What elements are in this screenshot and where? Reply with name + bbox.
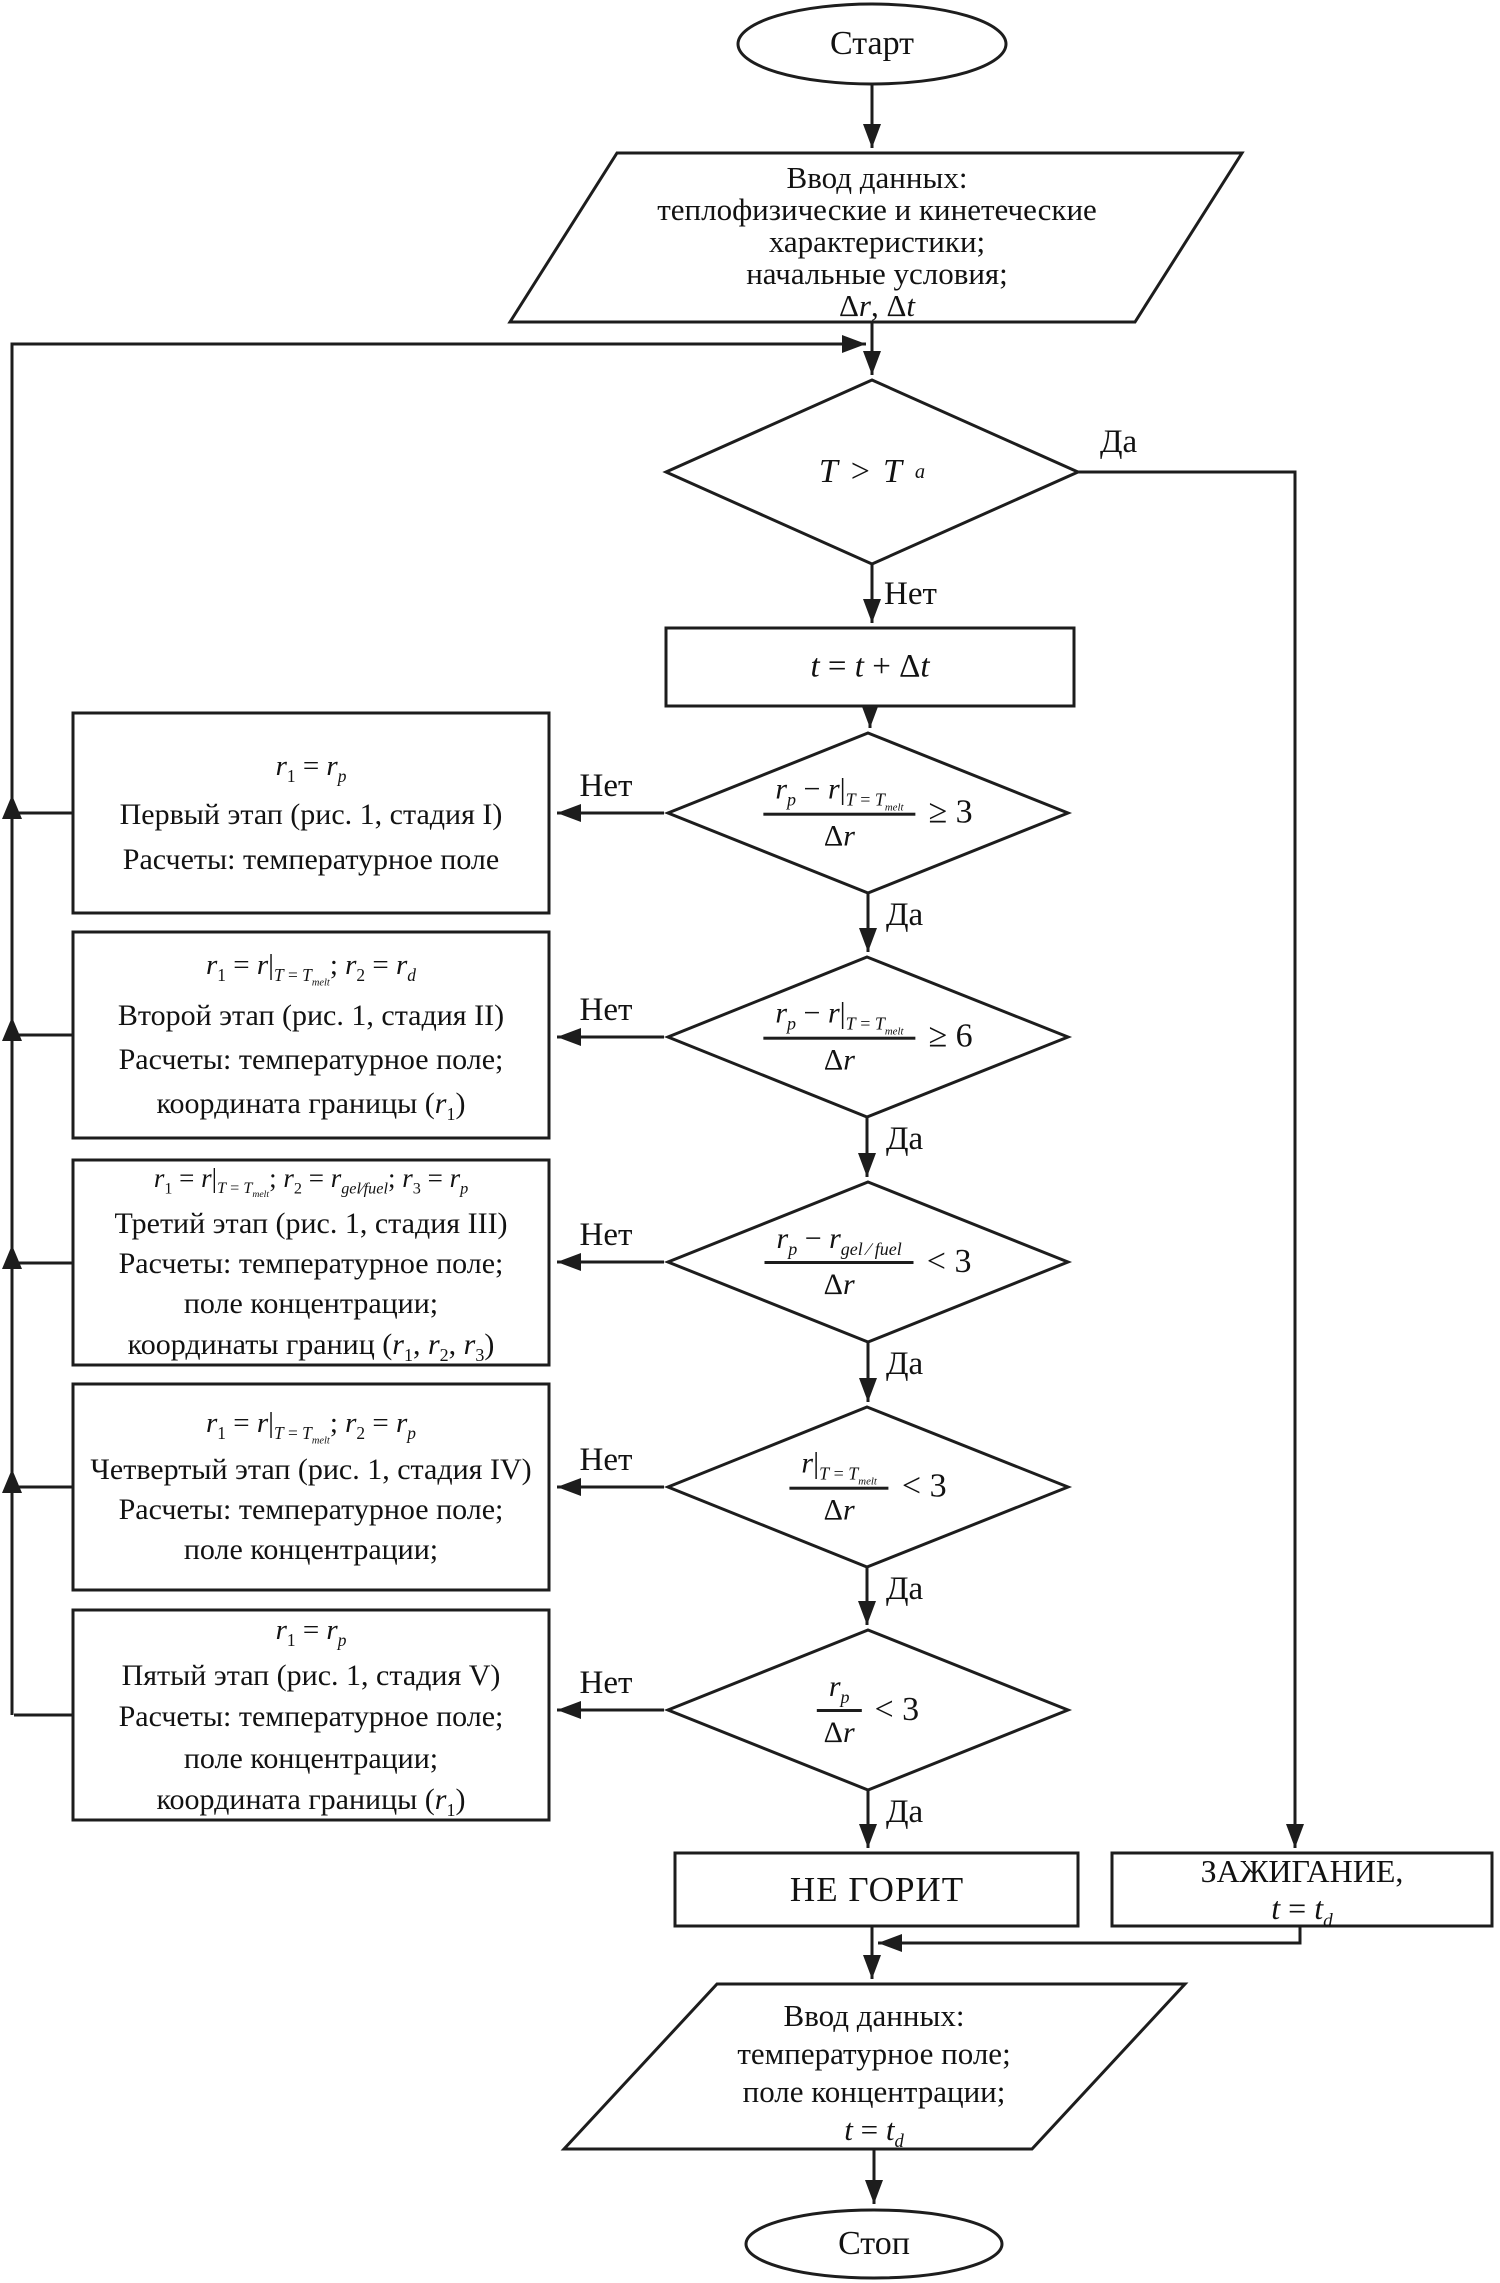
stage-2-formula: $r_1 = r|_{T = T_{melt}}$; $r_2 = r_d$ bbox=[206, 949, 416, 989]
stage-5-formula: $r_1 = r_p$ bbox=[275, 1613, 347, 1650]
stage-4-line: Четвертый этап (рис. 1, стадия IV) bbox=[90, 1452, 532, 1486]
input-top-line: Ввод данных: bbox=[786, 160, 968, 195]
stage-1-line: Расчеты: температурное поле bbox=[122, 842, 500, 876]
fraction bbox=[817, 1670, 862, 1750]
decision-2-no-label: Нет bbox=[579, 768, 633, 804]
output-bottom-text bbox=[574, 1997, 1174, 2153]
stage-3-formula: $r_1 = r|_{T = T_{melt}}$; $r_2 = r_{gel∕fuel}$; $r_3 = r_p$ bbox=[153, 1162, 469, 1201]
fraction-numerator: $r_p - r|_{T = T_{melt}}$ bbox=[763, 773, 915, 816]
stage-4-line: Расчеты: температурное поле; bbox=[118, 1492, 504, 1526]
stage-5-line: координата границы $(r_1)$ bbox=[156, 1783, 466, 1820]
decision-4-label bbox=[765, 1222, 972, 1302]
input-top-text bbox=[577, 162, 1177, 322]
decision-3-yes-label: Да bbox=[886, 1121, 924, 1157]
output-bottom-line: температурное поле; bbox=[737, 2036, 1011, 2071]
condition: < 3 bbox=[926, 1243, 972, 1280]
input-top-line: теплофизические и кинетеческие bbox=[657, 192, 1097, 227]
decision-1-label: T > T a bbox=[818, 453, 926, 490]
decision-2-label bbox=[763, 773, 972, 854]
up-arrowhead-2 bbox=[2, 1017, 22, 1041]
stage-2-text bbox=[83, 932, 539, 1138]
stage-3-line: координаты границ ($r_1$, $r_2$, $r_3$) bbox=[127, 1327, 495, 1365]
fraction-numerator: $r_p - r_{gel ∕ fuel}$ bbox=[765, 1222, 914, 1264]
output-bottom-line: $t = t_d$ bbox=[844, 2112, 904, 2153]
fraction bbox=[763, 997, 915, 1078]
input-top-line: начальные условия; bbox=[746, 256, 1008, 291]
decision-4-yes-label: Да bbox=[886, 1346, 924, 1382]
decision-6-no-label: Нет bbox=[579, 1665, 633, 1701]
decision-6-label bbox=[817, 1670, 919, 1750]
condition: ≥ 3 bbox=[928, 794, 973, 831]
stage-5-text bbox=[83, 1610, 539, 1820]
input-top-line: характеристики; bbox=[768, 224, 986, 259]
input-top-line: Δr, Δt bbox=[838, 288, 916, 323]
decision-6-yes-label: Да bbox=[886, 1794, 924, 1830]
stage-1-formula: $r_1 = r_p$ bbox=[275, 750, 347, 786]
decision-3-no-label: Нет bbox=[579, 992, 633, 1028]
edge-ignition-merge bbox=[878, 1926, 1300, 1943]
fraction-denominator: Δr bbox=[823, 1268, 855, 1301]
up-arrowhead-3 bbox=[2, 1245, 22, 1269]
decision-5-no-label: Нет bbox=[579, 1442, 633, 1478]
decision-5-label bbox=[789, 1447, 946, 1528]
decision-4-no-label: Нет bbox=[579, 1217, 633, 1253]
decision-1-no-label: Нет bbox=[884, 576, 937, 612]
fraction bbox=[765, 1222, 914, 1302]
fraction-denominator: Δr bbox=[823, 1043, 855, 1077]
stage-5-line: Расчеты: температурное поле; bbox=[118, 1700, 504, 1734]
stage-5-line: Пятый этап (рис. 1, стадия V) bbox=[121, 1658, 501, 1692]
stage-2-line: Расчеты: температурное поле; bbox=[118, 1042, 504, 1076]
fraction-numerator: $r|_{T = T_{melt}}$ bbox=[789, 1447, 888, 1490]
stage-4-formula: $r_1 = r|_{T = T_{melt}}$; $r_2 = r_p$ bbox=[206, 1407, 416, 1447]
decision-5-yes-label: Да bbox=[886, 1571, 924, 1607]
start-label: Старт bbox=[829, 25, 915, 62]
decision-2-yes-label: Да bbox=[886, 897, 924, 933]
stage-3-line: поле концентрации; bbox=[183, 1287, 439, 1321]
condition: < 3 bbox=[901, 1468, 947, 1505]
stop-label: Стоп bbox=[838, 2225, 910, 2262]
ignition-label: ЗАЖИГАНИЕ, $t = t_d$ bbox=[1200, 1853, 1404, 1932]
output-bottom-line: поле концентрации; bbox=[742, 2074, 1006, 2109]
stage-5-line: поле концентрации; bbox=[183, 1741, 439, 1775]
stage-1-line: Первый этап (рис. 1, стадия I) bbox=[119, 798, 503, 832]
fraction-denominator: Δr bbox=[823, 819, 855, 853]
stage-3-line: Расчеты: температурное поле; bbox=[118, 1246, 504, 1280]
fraction-denominator: Δr bbox=[823, 1716, 855, 1749]
fraction bbox=[789, 1447, 888, 1528]
stage-4-line: поле концентрации; bbox=[183, 1533, 439, 1567]
decision-1-yes-label: Да bbox=[1100, 424, 1138, 460]
timestep-label: t = t + Δt bbox=[810, 648, 930, 685]
stage-3-text bbox=[83, 1160, 539, 1365]
up-arrowhead-4 bbox=[2, 1469, 22, 1493]
fraction bbox=[763, 773, 915, 854]
stage-2-line: Второй этап (рис. 1, стадия II) bbox=[117, 998, 505, 1032]
fraction-numerator: $r_p$ bbox=[817, 1670, 862, 1712]
output-bottom-line: Ввод данных: bbox=[783, 1998, 965, 2033]
condition: < 3 bbox=[874, 1691, 920, 1728]
no-burn-label: НЕ ГОРИТ bbox=[789, 1870, 965, 1909]
decision-3-label bbox=[763, 997, 972, 1078]
fraction-numerator: $r_p - r|_{T = T_{melt}}$ bbox=[763, 997, 915, 1040]
edge-decision1-yes bbox=[1078, 472, 1295, 1848]
stage-3-line: Третий этап (рис. 1, стадия III) bbox=[114, 1206, 508, 1240]
up-arrowhead-1 bbox=[2, 795, 22, 819]
stage-4-text bbox=[83, 1384, 539, 1590]
stage-2-line: координата границы $(r_1)$ bbox=[156, 1087, 466, 1125]
fraction-denominator: Δr bbox=[823, 1493, 855, 1527]
stage-1-text bbox=[83, 713, 539, 913]
condition: ≥ 6 bbox=[928, 1018, 973, 1055]
